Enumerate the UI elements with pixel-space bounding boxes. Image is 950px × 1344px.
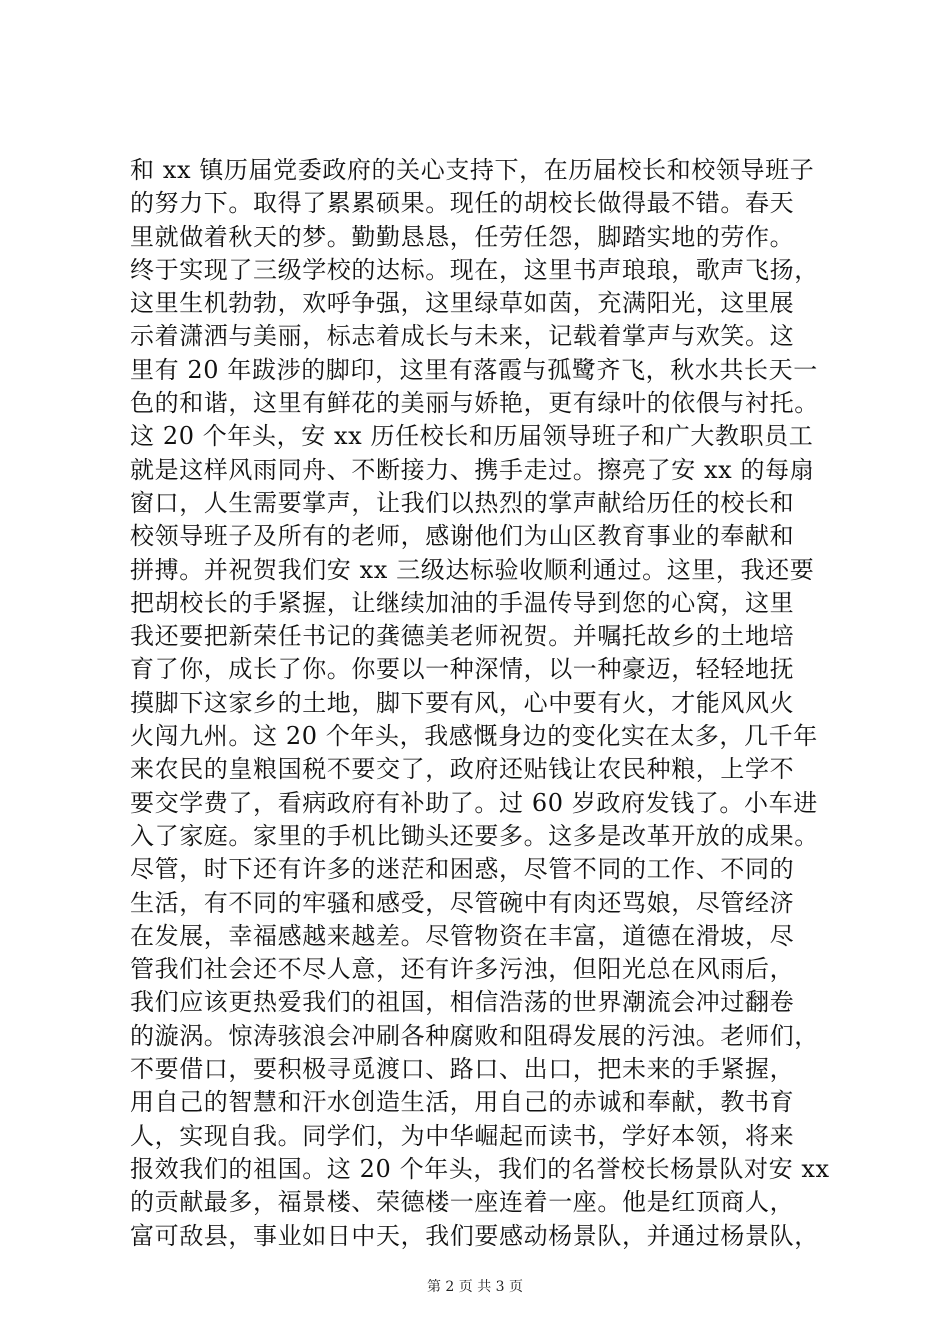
page-number-label: 第 2 页 共 3 页 — [426, 1279, 524, 1295]
text-line: 火闯九州。这 20 个年头，我感慨身边的变化实在太多，几千年 — [130, 722, 818, 751]
page-footer — [0, 1278, 950, 1296]
text-line: 在发展，幸福感越来越差。尽管物资在丰富，道德在滑坡，尽 — [130, 921, 795, 950]
text-line: 和 xx 镇历届党委政府的关心支持下，在历届校长和校领导班子 — [130, 156, 815, 184]
text-line: 入了家庭。家里的手机比锄头还要多。这多是改革开放的成果。 — [130, 821, 819, 850]
text-line: 管我们社会还不尽人意，还有许多污浊，但阳光总在风雨后， — [130, 955, 795, 984]
text-line: 来农民的皇粮国税不要交了，政府还贴钱让农民种粮，上学不 — [130, 755, 795, 784]
text-line: 育了你，成长了你。你要以一种深情，以一种豪迈，轻轻地抚 — [130, 655, 795, 684]
text-line: 里有 20 年跋涉的脚印，这里有落霞与孤鹭齐飞，秋水共长天一 — [130, 355, 818, 384]
text-line: 用自己的智慧和汗水创造生活，用自己的赤诚和奉献，教书育 — [130, 1088, 795, 1117]
text-line: 生活，有不同的牢骚和感受，尽管碗中有肉还骂娘，尽管经济 — [130, 888, 795, 917]
text-line: 终于实现了三级学校的达标。现在，这里书声琅琅，歌声飞扬， — [130, 255, 819, 284]
text-line: 示着潇洒与美丽，标志着成长与未来，记载着掌声与欢笑。这 — [130, 322, 795, 351]
text-line: 窗口，人生需要掌声，让我们以热烈的掌声献给历任的校长和 — [130, 488, 795, 517]
text-line: 把胡校长的手紧握，让继续加油的手温传导到您的心窝，这里 — [130, 588, 795, 617]
text-line: 这 20 个年头，安 xx 历任校长和历届领导班子和广大教职员工 — [130, 422, 814, 451]
text-line: 不要借口，要积极寻觅渡口、路口、出口，把未来的手紧握， — [130, 1055, 795, 1084]
text-line: 的贡献最多，福景楼、荣德楼一座连着一座。他是红顶商人， — [130, 1188, 795, 1217]
text-line: 就是这样风雨同舟、不断接力、携手走过。擦亮了安 xx 的每扇 — [130, 455, 815, 484]
text-line: 要交学费了，看病政府有补助了。过 60 岁政府发钱了。小车进 — [130, 788, 818, 817]
text-line: 这里生机勃勃，欢呼争强，这里绿草如茵，充满阳光，这里展 — [130, 289, 795, 318]
text-line: 里就做着秋天的梦。勤勤恳恳，任劳任怨，脚踏实地的劳作。 — [130, 222, 795, 251]
text-line: 人，实现自我。同学们，为中华崛起而读书，学好本领，将来 — [130, 1121, 795, 1150]
text-line: 富可敌县，事业如日中天，我们要感动杨景队，并通过杨景队， — [130, 1221, 819, 1250]
text-line: 我还要把新荣任书记的龚德美老师祝贺。并嘱托故乡的土地培 — [130, 622, 795, 651]
text-line: 我们应该更热爱我们的祖国，相信浩荡的世界潮流会冲过翻卷 — [130, 988, 795, 1017]
text-line: 尽管，时下还有许多的迷茫和困惑，尽管不同的工作、不同的 — [130, 855, 795, 884]
text-line: 色的和谐，这里有鲜花的美丽与娇艳，更有绿叶的依偎与衬托。 — [130, 389, 819, 418]
body-text — [130, 154, 850, 1253]
text-line: 拼搏。并祝贺我们安 xx 三级达标验收顺利通过。这里，我还要 — [130, 555, 815, 584]
text-line: 的努力下。取得了累累硕果。现任的胡校长做得最不错。春天 — [130, 189, 795, 218]
text-line: 校领导班子及所有的老师，感谢他们为山区教育事业的奉献和 — [130, 522, 795, 551]
text-line: 摸脚下这家乡的土地，脚下要有风，心中要有火，才能风风火 — [130, 688, 795, 717]
text-line: 的漩涡。惊涛骇浪会冲刷各种腐败和阻碍发展的污浊。老师们， — [130, 1021, 819, 1050]
text-line: 报效我们的祖国。这 20 个年头，我们的名誉校长杨景队对安 xx — [130, 1154, 830, 1183]
